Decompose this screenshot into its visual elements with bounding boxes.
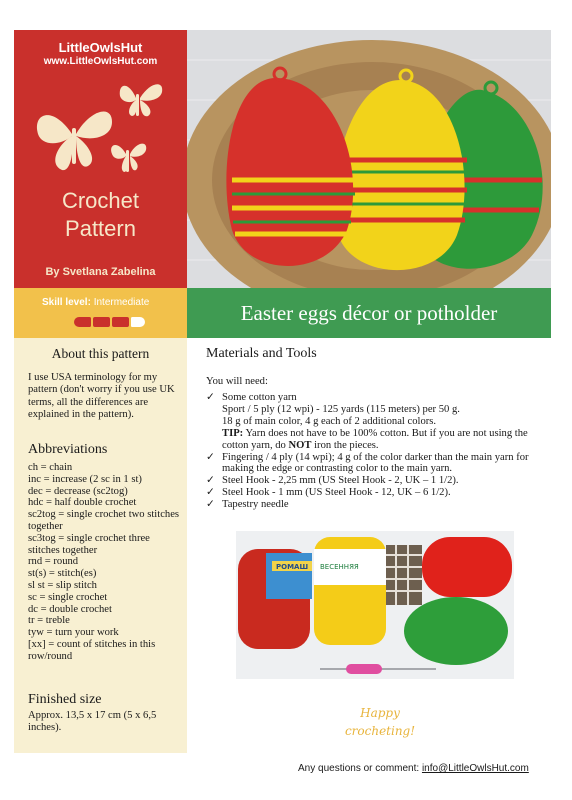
material-item xyxy=(206,452,546,476)
tip-label: TIP: xyxy=(222,427,244,439)
yarn-photo xyxy=(236,531,514,679)
material-item xyxy=(206,392,546,452)
skill-dot-filled xyxy=(93,317,110,327)
material-item xyxy=(206,475,546,487)
skill-level-label: Skill level: xyxy=(42,297,91,308)
abbreviations-heading: Abbreviations xyxy=(28,442,108,457)
skill-dot-filled xyxy=(74,317,91,327)
abbreviation-item: sc2tog = single crochet two stitches together xyxy=(28,509,180,532)
skill-level-text xyxy=(42,297,149,308)
butterfly-icon xyxy=(32,74,172,186)
info-sidebar xyxy=(14,338,187,753)
materials-list xyxy=(206,392,546,511)
yarn-label-1: РОМАШ xyxy=(276,563,309,571)
material-item xyxy=(206,487,546,499)
material-yarn-tip xyxy=(222,428,546,452)
material-yarn-title: Some cotton yarn xyxy=(222,392,297,403)
abbreviation-item: tyw = turn your work xyxy=(28,627,119,639)
abbreviation-item: sl st = slip stitch xyxy=(28,579,97,591)
potholder-photo xyxy=(187,30,551,288)
brand-site: www.LittleOwlsHut.com xyxy=(43,56,158,67)
finished-size-heading: Finished size xyxy=(28,692,102,707)
abbreviation-item: inc = increase (2 sc in 1 st) xyxy=(28,473,142,485)
material-text: Fingering / 4 ply (14 wpi); 4 g of the color darker than the main yarn for making the edge or contrasting color to the main yarn. xyxy=(222,451,529,475)
author: By Svetlana Zabelina xyxy=(45,266,156,278)
cover-title-line1: Crochet xyxy=(61,188,140,213)
abbreviation-item: rnd = round xyxy=(28,556,79,568)
abbreviation-item: [xx] = count of stitches in this row/round xyxy=(28,638,156,662)
happy-text-line1: Happy xyxy=(360,706,400,720)
material-text: Steel Hook - 2,25 mm (US Steel Hook - 2, UK – 1 1/2). xyxy=(222,475,459,487)
about-heading: About this pattern xyxy=(51,346,150,361)
skill-level-meter xyxy=(74,317,145,327)
checkmark-icon: ✓ xyxy=(206,475,215,487)
footer-text: Any questions or comment: xyxy=(298,763,422,774)
material-item xyxy=(206,499,546,511)
abbreviation-item: sc = single crochet xyxy=(28,591,108,603)
cover-panel xyxy=(14,30,187,288)
abbreviation-item: hdc = half double crochet xyxy=(28,497,137,509)
about-text: I use USA terminology for my pattern (don't worry if you use UK terms, all the differences are explained in the pattern). xyxy=(28,372,175,421)
skill-level-bar xyxy=(14,288,187,338)
pattern-title: Easter eggs décor or potholder xyxy=(187,288,551,338)
abbreviation-item: tr = treble xyxy=(28,615,70,627)
tip-text-b: iron the pieces. xyxy=(311,439,379,451)
abbreviation-item: dec = decrease (sc2tog) xyxy=(28,485,128,497)
abbreviation-item: st(s) = stitch(es) xyxy=(28,568,97,580)
checkmark-icon: ✓ xyxy=(206,487,215,499)
abbreviation-item: sc3tog = single crochet three stitches together xyxy=(28,532,150,556)
material-yarn-line1: Sport / 5 ply (12 wpi) - 125 yards (115 meters) per 50 g. xyxy=(222,403,460,415)
tip-text-a: Yarn does not have to be 100% cotton. But if you are not using the cotton yarn, do xyxy=(222,427,528,451)
materials-heading: Materials and Tools xyxy=(206,346,317,361)
yarn-label-2: ВЕСЕННЯЯ xyxy=(320,563,359,571)
material-text: Tapestry needle xyxy=(222,499,289,511)
finished-size-text: Approx. 13,5 x 17 cm (5 x 6,5 inches). xyxy=(28,710,157,734)
happy-text-line2: crocheting! xyxy=(344,724,416,738)
skill-dot-empty xyxy=(131,317,145,327)
materials-intro: You will need: xyxy=(206,376,268,387)
checkmark-icon: ✓ xyxy=(206,499,215,511)
abbreviations-list xyxy=(28,462,183,663)
checkmark-icon: ✓ xyxy=(206,392,215,403)
abbreviation-item: dc = double crochet xyxy=(28,603,112,615)
cover-title-line2: Pattern xyxy=(65,216,136,241)
material-text: Steel Hook - 1 mm (US Steel Hook - 12, UK – 6 1/2). xyxy=(222,487,451,499)
brand-name: LittleOwlsHut xyxy=(58,40,143,55)
tip-not: NOT xyxy=(288,439,312,451)
material-yarn-line2: 18 g of main color, 4 g each of 2 additional colors. xyxy=(222,415,437,427)
skill-level-value: Intermediate xyxy=(93,297,150,308)
checkmark-icon: ✓ xyxy=(206,451,215,463)
skill-dot-filled xyxy=(112,317,129,327)
footer-email-link[interactable]: info@LittleOwlsHut.com xyxy=(421,763,529,774)
footer xyxy=(298,763,529,774)
abbreviation-item: ch = chain xyxy=(28,462,73,473)
